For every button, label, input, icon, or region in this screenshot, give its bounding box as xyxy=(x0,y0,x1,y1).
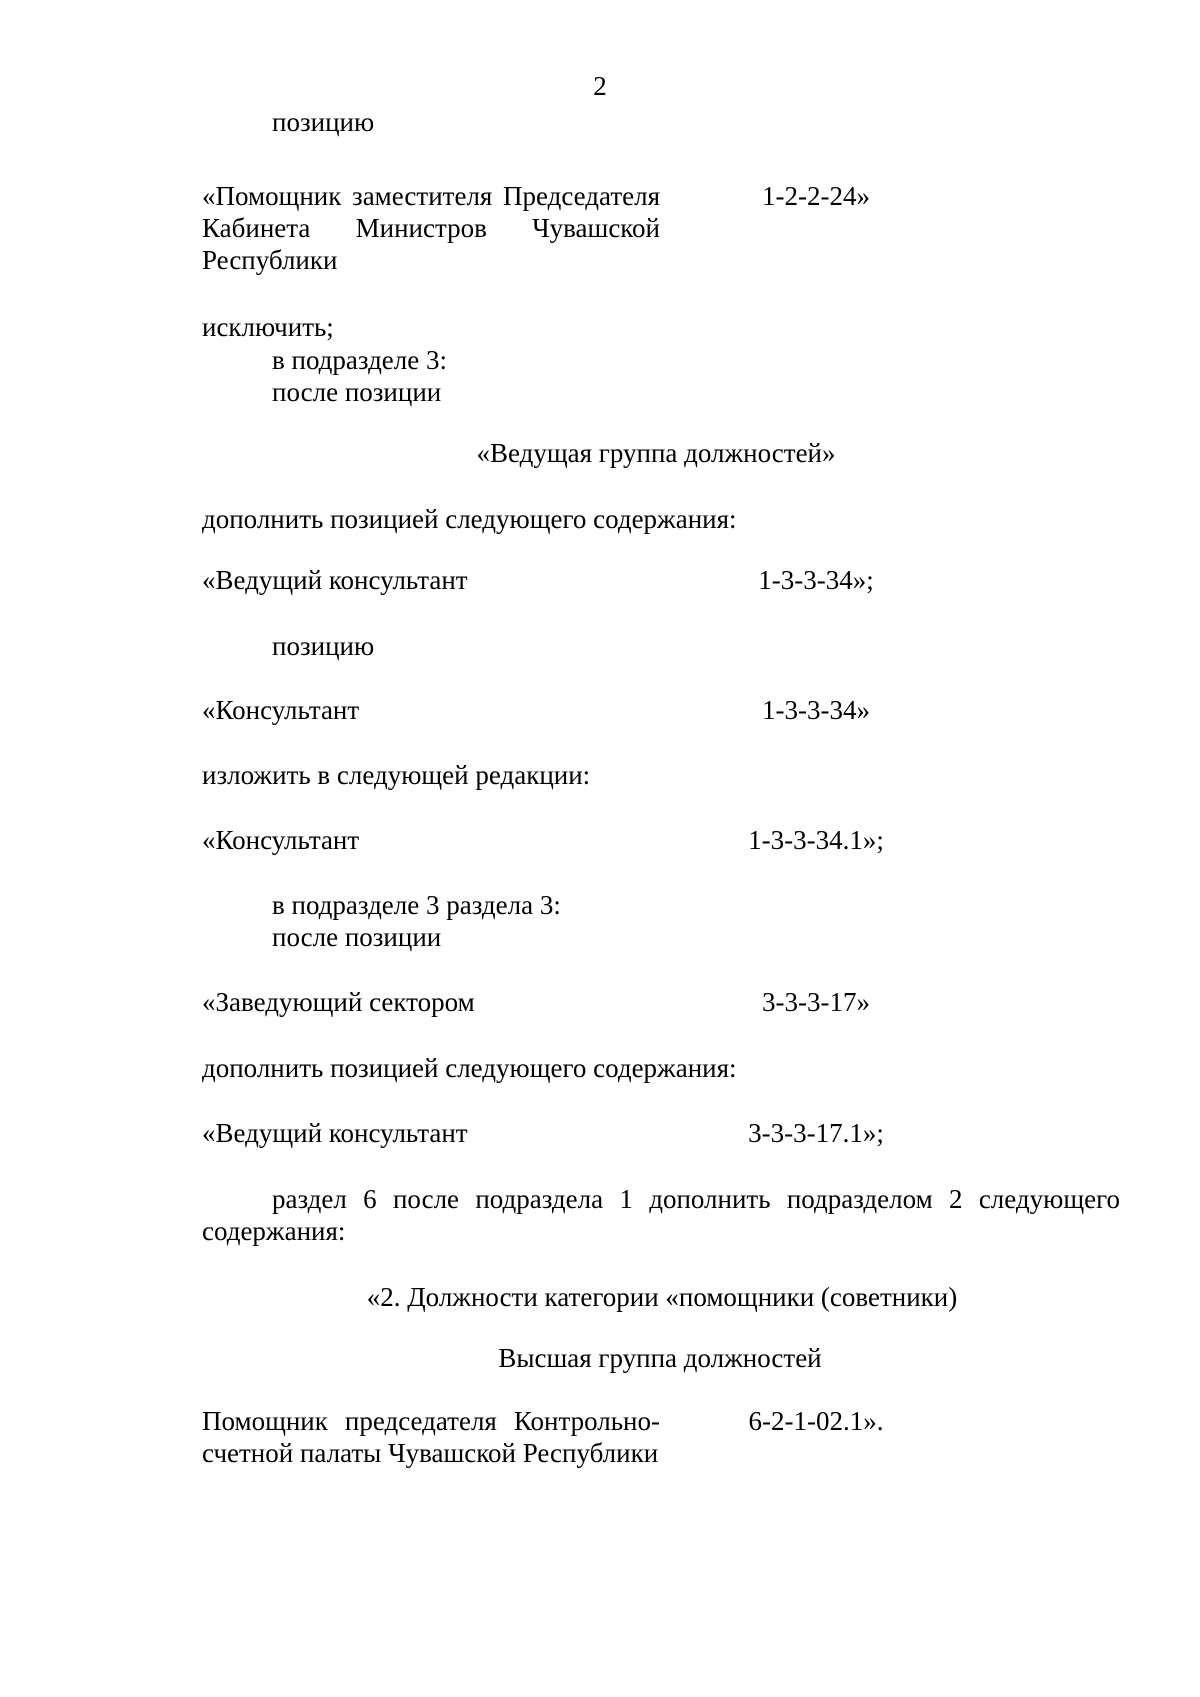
entry-name-consultant-old: «Консультант xyxy=(202,695,360,725)
paragraph-section-6: раздел 6 после подраздела 1 дополнить подразделом 2 следующего содержания: xyxy=(202,1184,1120,1246)
paragraph-position-2: позицию xyxy=(272,631,375,661)
heading-highest-group: Высшая группа должностей xyxy=(498,1343,822,1373)
entry-code-leading-consultant-1: 1-3-3-34»; xyxy=(758,565,874,595)
entry-code-consultant-new: 1-3-3-34.1»; xyxy=(748,825,884,855)
entry-name-leading-consultant-1: «Ведущий консультант xyxy=(202,565,468,595)
paragraph-add-position-2: дополнить позицией следующего содержания: xyxy=(202,1053,737,1083)
paragraph-subsection-3-section-3: в подразделе 3 раздела 3: xyxy=(272,890,561,920)
paragraph-subsection-3: в подразделе 3: xyxy=(272,345,447,375)
entry-name-assistant-chairman: Помощник председателя Контрольно-счетной палаты Чувашской Республики xyxy=(202,1406,660,1468)
entry-code-assistant-deputy: 1-2-2-24» xyxy=(762,181,870,211)
paragraph-position-1: позицию xyxy=(272,107,375,137)
paragraph-after-position-1: после позиции xyxy=(272,377,442,407)
entry-code-sector-head: 3-3-3-17» xyxy=(762,987,870,1017)
heading-category-assistants: «2. Должности категории «помощники (советники) xyxy=(366,1282,958,1312)
heading-leading-group: «Ведущая группа должностей» xyxy=(476,438,836,468)
entry-name-leading-consultant-2: «Ведущий консультант xyxy=(202,1118,468,1148)
paragraph-add-position-1: дополнить позицией следующего содержания: xyxy=(202,504,737,534)
entry-name-sector-head: «Заведующий сектором xyxy=(202,987,475,1017)
entry-code-assistant-chairman: 6-2-1-02.1». xyxy=(748,1406,884,1436)
entry-name-assistant-deputy: «Помощник заместителя Председателя Кабинета Министров Чувашской Республики xyxy=(202,181,660,275)
entry-code-leading-consultant-2: 3-3-3-17.1»; xyxy=(748,1118,884,1148)
paragraph-after-position-2: после позиции xyxy=(272,922,442,952)
paragraph-state-in-edition: изложить в следующей редакции: xyxy=(202,760,591,790)
entry-code-consultant-old: 1-3-3-34» xyxy=(762,695,870,725)
page-number: 2 xyxy=(593,71,607,101)
paragraph-exclude: исключить; xyxy=(202,312,334,342)
entry-name-consultant-new: «Консультант xyxy=(202,825,360,855)
